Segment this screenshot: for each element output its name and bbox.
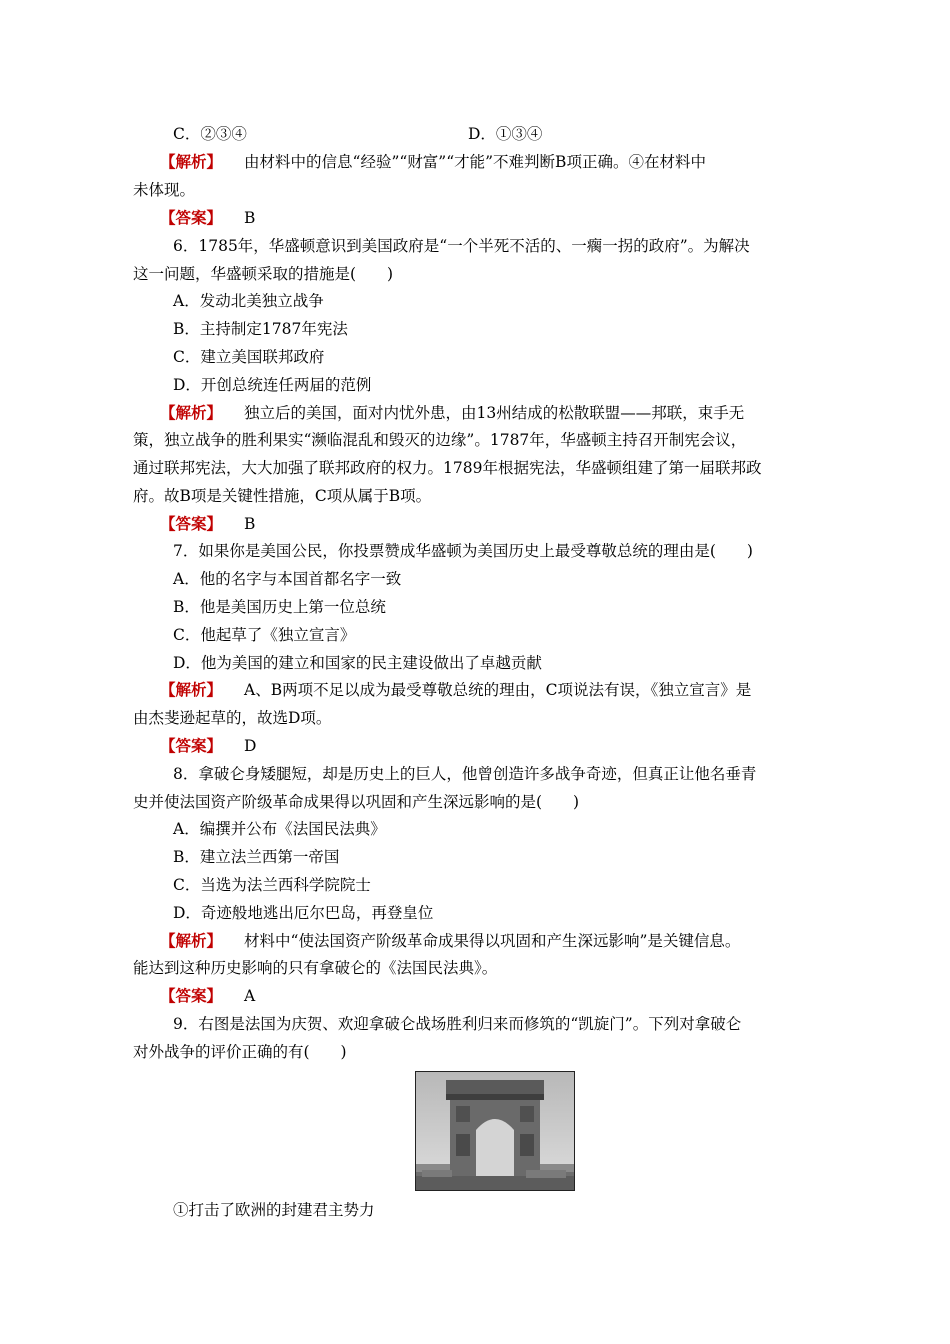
q8-option-a: A．编撰并公布《法国民法典》 <box>173 820 386 838</box>
analysis-tag: 【解析】 <box>160 931 223 950</box>
q8-option-c: C．当选为法兰西科学院院士 <box>173 876 371 894</box>
q6-stem-2: 这一问题，华盛顿采取的措施是( ) <box>133 265 394 283</box>
q8-option-d: D．奇迹般地逃出厄尔巴岛，再登皇位 <box>173 904 434 922</box>
q7-option-b: B．他是美国历史上第一位总统 <box>173 598 386 616</box>
arc-de-triomphe-image <box>416 1072 574 1190</box>
q6-analysis-line-3: 通过联邦宪法，大大加强了联邦政府的权力。1789年根据宪法，华盛顿组建了第一届联邦政 <box>133 459 762 477</box>
q6-option-a: A．发动北美独立战争 <box>173 292 324 310</box>
q7-answer: 【答案】 D <box>160 736 257 755</box>
answer-tag: 【答案】 <box>160 736 223 755</box>
answer-tag: 【答案】 <box>160 514 223 533</box>
analysis-tag: 【解析】 <box>160 152 223 171</box>
analysis-tag: 【解析】 <box>160 680 223 699</box>
q6-option-c: C．建立美国联邦政府 <box>173 348 325 366</box>
q5-analysis-line-2: 未体现。 <box>133 181 196 199</box>
q8-analysis-line-1: 【解析】 材料中“使法国资产阶级革命成果得以巩固和产生深远影响”是关键信息。 <box>160 931 741 950</box>
q6-stem-1: 6．1785年，华盛顿意识到美国政府是“一个半死不活的、一瘸一拐的政府”。为解决 <box>173 237 750 255</box>
q5-analysis-line-1: 【解析】 由材料中的信息“经验”“财富”“才能”不难判断B项正确。④在材料中 <box>160 152 706 171</box>
q7-analysis-line-1: 【解析】 A、B两项不足以成为最受尊敬总统的理由，C项说法有误，《独立宣言》是 <box>160 680 752 699</box>
q7-stem-1: 7．如果你是美国公民，你投票赞成华盛顿为美国历史上最受尊敬总统的理由是( ) <box>173 542 753 560</box>
q7-analysis-line-2: 由杰斐逊起草的，故选D项。 <box>133 709 332 727</box>
answer-tag: 【答案】 <box>160 208 223 227</box>
q8-stem-1: 8．拿破仑身矮腿短，却是历史上的巨人，他曾创造许多战争奇迹，但真正让他名垂青 <box>173 765 757 783</box>
q6-option-d: D．开创总统连任两届的范例 <box>173 376 372 394</box>
q7-option-a: A．他的名字与本国首都名字一致 <box>173 570 402 588</box>
q8-answer: 【答案】 A <box>160 986 256 1005</box>
q7-option-c: C．他起草了《独立宣言》 <box>173 626 356 644</box>
q5-answer: 【答案】 B <box>160 208 256 227</box>
q9-statement-1: ①打击了欧洲的封建君主势力 <box>173 1201 375 1219</box>
q8-option-b: B．建立法兰西第一帝国 <box>173 848 340 866</box>
analysis-tag: 【解析】 <box>160 403 223 422</box>
q5-option-c: C．②③④ <box>173 125 247 143</box>
q6-analysis-line-2: 策，独立战争的胜利果实“濒临混乱和毁灭的边缘”。1787年，华盛顿主持召开制宪会议， <box>133 431 747 449</box>
arc-de-triomphe-photo <box>415 1071 575 1191</box>
q6-analysis-line-1: 【解析】 独立后的美国，面对内忧外患，由13州结成的松散联盟——邦联，束手无 <box>160 403 745 422</box>
answer-tag: 【答案】 <box>160 986 223 1005</box>
q6-option-b: B．主持制定1787年宪法 <box>173 320 348 338</box>
q8-analysis-line-2: 能达到这种历史影响的只有拿破仑的《法国民法典》。 <box>133 959 498 977</box>
q8-stem-2: 史并使法国资产阶级革命成果得以巩固和产生深远影响的是( ) <box>133 793 580 811</box>
q9-stem-1: 9．右图是法国为庆贺、欢迎拿破仑战场胜利归来而修筑的“凯旋门”。下列对拿破仑 <box>173 1015 742 1033</box>
q5-option-d: D．①③④ <box>468 125 543 143</box>
q7-option-d: D．他为美国的建立和国家的民主建设做出了卓越贡献 <box>173 654 542 672</box>
q6-answer: 【答案】 B <box>160 514 256 533</box>
q6-analysis-line-4: 府。故B项是关键性措施，C项从属于B项。 <box>133 487 432 505</box>
q9-stem-2: 对外战争的评价正确的有( ) <box>133 1043 347 1061</box>
